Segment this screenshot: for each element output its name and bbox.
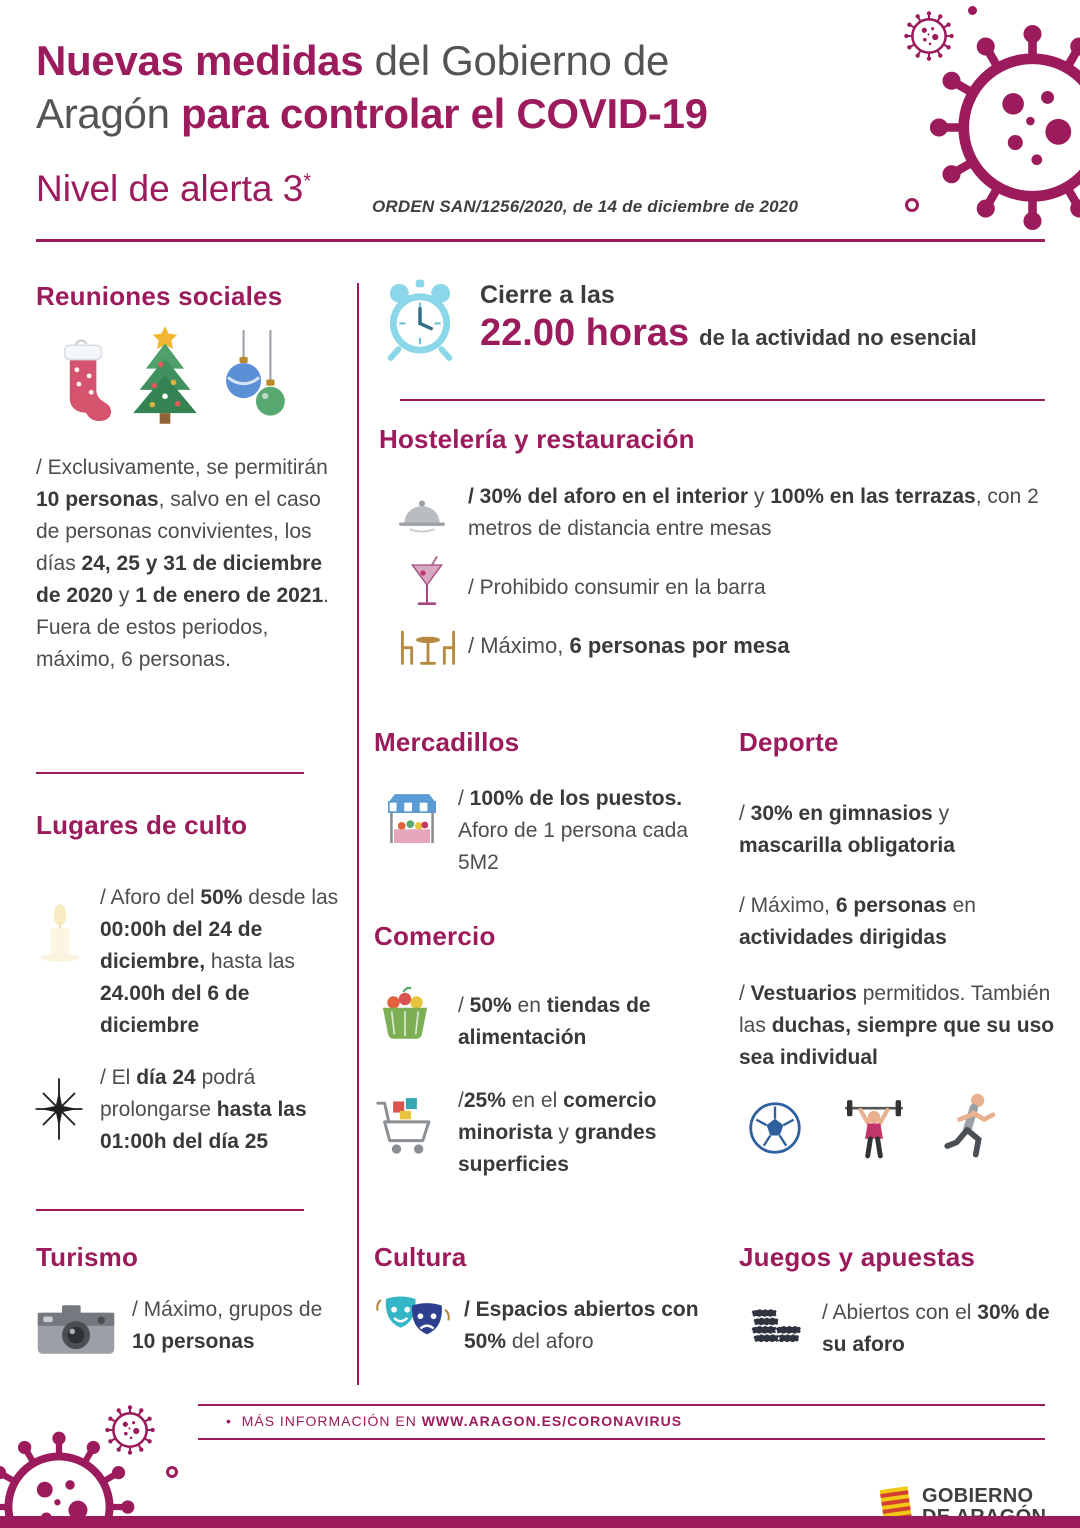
mercadillos-text: / 100% de los puestos. Aforo de 1 persona cada 5M2 — [458, 787, 688, 874]
alert-level: Nivel de alerta 3* — [36, 168, 312, 209]
section-heading-cultura: Cultura — [374, 1242, 467, 1272]
section-heading-culto: Lugares de culto — [36, 810, 248, 840]
section-heading-turismo: Turismo — [36, 1242, 139, 1272]
theater-masks-icon — [376, 1292, 450, 1352]
virus-dot-icon — [905, 198, 919, 212]
turismo-text: / Máximo, grupos de 10 personas — [132, 1298, 323, 1353]
candle-icon — [28, 900, 92, 964]
hosteleria-text-2: / Prohibido consumir en la barra — [468, 576, 766, 599]
closure-tail: de la actividad no esencial — [699, 325, 977, 350]
section-heading-deporte: Deporte — [739, 727, 839, 757]
footer-divider-bottom — [198, 1438, 1045, 1440]
closure-notice — [480, 281, 1050, 355]
cocktail-icon — [407, 552, 447, 614]
page-title: Nuevas medidas del Gobierno de Aragón para controlar el COVID-19 — [36, 37, 708, 137]
shopping-cart-icon — [371, 1084, 439, 1164]
juegos-text: / Abiertos con el 30% de su aforo — [822, 1301, 1050, 1356]
deporte-text-3: / Vestuarios permitidos. También las duchas, siempre que su uso sea individual — [739, 982, 1055, 1069]
market-stall-icon — [382, 789, 442, 855]
footer-info: • MÁS INFORMACIÓN EN WWW.ARAGON.ES/CORONAVIRUS — [226, 1413, 683, 1429]
poker-chips-icon — [747, 1290, 803, 1352]
ornaments-icon — [220, 330, 294, 428]
table-chairs-icon — [396, 622, 460, 672]
deporte-text-1: / 30% en gimnasios y mascarilla obligatoria — [739, 802, 955, 857]
section-heading-mercadillos: Mercadillos — [374, 727, 520, 757]
virus-icon — [925, 20, 1080, 235]
virus-dot-icon — [166, 1466, 178, 1478]
hosteleria-text-3: / Máximo, 6 personas por mesa — [468, 633, 790, 658]
closure-lead: Cierre a las — [480, 281, 615, 309]
coronavirus-url-link[interactable]: WWW.ARAGON.ES/CORONAVIRUS — [421, 1413, 683, 1429]
cultura-text: / Espacios abiertos con 50% del aforo — [464, 1298, 699, 1353]
runner-icon — [942, 1090, 1000, 1166]
section-heading-comercio: Comercio — [374, 921, 496, 951]
virus-dot-icon — [968, 6, 977, 15]
divider — [36, 1209, 304, 1211]
culto-text-1: / Aforo del 50% desde las 00:00h del 24 de diciembre, hasta las 24.00h del 6 de diciembre — [100, 886, 339, 1037]
stocking-icon — [42, 334, 120, 426]
footer-divider-top — [198, 1404, 1045, 1406]
cloche-icon — [395, 487, 449, 535]
hosteleria-text-1: / 30% del aforo en el interior y 100% en las terrazas, con 2 metros de distancia entre mesas — [468, 485, 1039, 540]
vertical-divider — [357, 283, 359, 1385]
header-divider — [36, 239, 1045, 242]
camera-icon — [34, 1299, 118, 1361]
alarm-clock-icon — [377, 277, 463, 363]
reuniones-text: / Exclusivamente, se permitirán 10 personas, salvo en el caso de personas convivientes, los días 24, 25 y 31 de diciembre de 2020 y 1 de enero de 2021. Fuera de estos periodos, máximo, 6 personas. — [36, 456, 330, 671]
order-reference: ORDEN SAN/1256/2020, de 14 de diciembre de 2020 — [372, 197, 799, 216]
soccer-ball-icon — [747, 1100, 803, 1156]
weightlifter-icon — [838, 1092, 910, 1164]
divider — [400, 399, 1045, 401]
divider — [36, 772, 304, 774]
closure-time: 22.00 horas — [480, 312, 690, 354]
bottom-accent-bar — [0, 1516, 1080, 1528]
comercio-text-1: / 50% en tiendas de alimentación — [458, 994, 651, 1049]
virus-icon — [0, 1428, 138, 1528]
section-heading-hosteleria: Hostelería y restauración — [379, 424, 695, 454]
gobierno-aragon-logo: GOBIERNO — [922, 1485, 1034, 1507]
deporte-text-2: / Máximo, 6 personas en actividades dirigidas — [739, 894, 976, 949]
christmas-tree-icon — [122, 322, 208, 428]
culto-text-2: / El día 24 podrá prolongarse hasta las 01:00h del día 25 — [100, 1066, 307, 1153]
comercio-text-2: /25% en el comercio minorista y grandes superficies — [458, 1089, 657, 1176]
section-heading-juegos: Juegos y apuestas — [739, 1242, 976, 1272]
section-heading-reuniones: Reuniones sociales — [36, 281, 283, 311]
grocery-basket-icon — [374, 982, 436, 1046]
sparkle-icon — [28, 1078, 90, 1140]
